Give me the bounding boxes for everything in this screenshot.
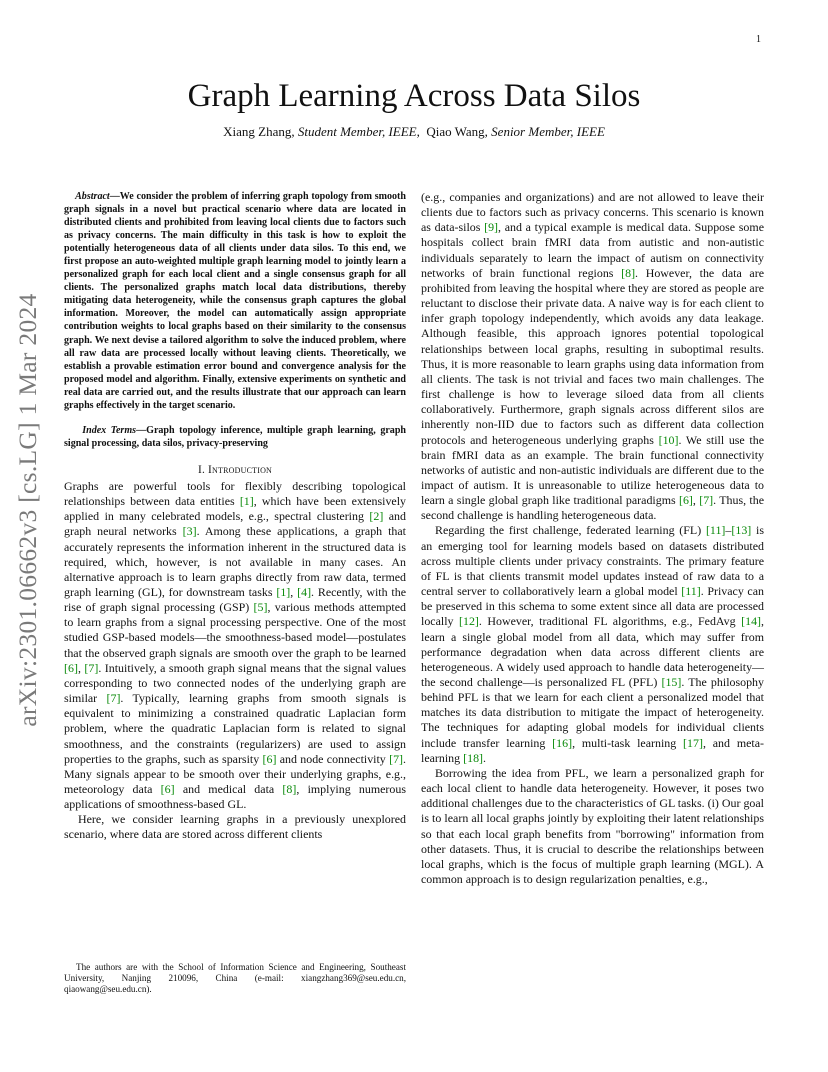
citation-link[interactable]: [ 2 ]: [369, 509, 383, 523]
citation-link[interactable]: [ 18 ]: [463, 751, 483, 765]
footnote: The authors are with the School of Information Science and Engineering, Southeast University, Nanjing 210096, China (e-mail: xiangzhang369@seu.edu.cn, qiaowang@seu.edu.cn).: [64, 962, 406, 995]
paragraph-text: . We still use the brain fMRI data as an example. The brain functional connectivity networks of autistic and non-autistic individuals are different due to the impact of autism. It is unreasonable to utilize heterogeneous data to learn a single global graph like traditional paradigms: [421, 432, 764, 508]
paragraph-text: is an emerging tool for learning models based on datasets distributed across multiple clients under privacy constraints. The primary feature of FL is that clients transmit model updates instead of raw data to a central server to collaboratively learn a global model: [421, 523, 764, 599]
citation-link[interactable]: [ 3 ]: [183, 524, 197, 538]
paragraph-text: Here, we consider learning graphs in a previously unexplored scenario, where data are stored across different clients: [64, 812, 406, 842]
citation-link[interactable]: [ 13 ]: [731, 523, 751, 537]
citation-link[interactable]: [ 12 ]: [459, 614, 479, 628]
paragraph-text: , various methods attempted to learn graphs from a signal processing perspective. One of the most studied GSP-based models—the smoothness-based model—postulates that the observed graph signals are smooth over the graph to be learned: [64, 600, 406, 660]
paper-title: Graph Learning Across Data Silos: [187, 78, 641, 114]
arxiv-stamp-text: arXiv:2301.06662v3 [cs.LG] 1 Mar 2024: [13, 293, 42, 727]
abstract-lead: Abstract: [75, 191, 110, 202]
citation-link[interactable]: [ 11 ]: [681, 584, 700, 598]
page-number: 1: [756, 34, 761, 45]
paragraph-text: . However, traditional FL algorithms, e.g., FedAvg: [478, 614, 742, 629]
paragraph-text: and node connectivity: [276, 751, 390, 766]
body-paragraph: [421, 523, 764, 766]
citation-link[interactable]: [ 7 ]: [389, 752, 403, 766]
section-heading: I. Introduction: [197, 463, 273, 476]
citation-link[interactable]: [ 1 ]: [276, 585, 290, 599]
citation-link[interactable]: [ 10 ]: [659, 433, 679, 447]
citation-link[interactable]: [ 4 ]: [297, 585, 311, 599]
paragraph-text: . Intuitively, a smooth graph signal means that the signal values corresponding to two connected nodes of the underlying graph are similar: [64, 660, 406, 706]
paragraph-text: Regarding the first challenge, federated learning (FL): [435, 523, 706, 538]
paragraph-text: . However, the data are prohibited from leaving the hospital where they are stored as people are reluctant to disclose their private data. A naive way is for each client to infer graph topology independently, which avoids any data leakage. Although feasible, this approach ignores potential topological relationships between local graphs, resulting in suboptimal results. Thus, it is more reasonable to learn graphs using data information from all clients. The task is not trivial and faces two main challenges. The first challenge is how to leverage siloed data from all clients collaboratively. Furthermore, graph signals across different silos are inherently non-IID due to factors such as different data collection protocols and heterogeneous underlying graphs: [421, 265, 764, 447]
paragraph-text: . Many signals appear to be smooth over their underlying graphs, e.g., meteorology data: [64, 751, 406, 797]
paragraph-text: and graph neural networks: [64, 509, 406, 539]
paragraph-text: (e.g., companies and organizations) and are not allowed to leave their clients due to factors such as privacy concerns. This scenario is known as data-silos: [421, 190, 764, 235]
paragraph-text: ,: [692, 493, 700, 508]
index-terms: [64, 424, 406, 450]
paragraph-text: , implying numerous applications of smoothness-based GL.: [64, 782, 406, 812]
citation-link[interactable]: [ 8 ]: [621, 266, 635, 280]
paragraph-text: and medical data: [174, 782, 283, 797]
body-paragraph: [421, 190, 764, 523]
paragraph-text: . Thus, the second challenge is handling heterogeneous data.: [421, 493, 764, 523]
body-paragraph: [64, 479, 406, 812]
paragraph-text: . Privacy can be preserved in this schema to some extent since all data are processed locally: [421, 584, 764, 629]
citation-link[interactable]: [ 6 ]: [64, 661, 78, 675]
left-column: [64, 190, 406, 843]
arxiv-stamp: [8, 290, 48, 730]
citation-link[interactable]: [ 15 ]: [661, 675, 681, 689]
paragraph-text: , and a typical example is medical data. Suppose some hospitals collect brain fMRI data from autistic and non-autistic individuals separately to learn the impact of autism on connectivity networks of brain functional regions: [421, 220, 764, 280]
abstract: [64, 190, 406, 412]
citation-link[interactable]: [ 7 ]: [84, 661, 98, 675]
paragraph-text: . Among these applications, a graph that accurately represents the information inherent in the structured data is required, which, however, is not available in many cases. An alternative approach is to learn graphs directly from raw data, termed graph learning (GL), for downstream tasks: [64, 524, 406, 599]
index-terms-text: —Graph topology inference, multiple graph learning, graph signal processing, data silos, privacy-preserving: [64, 424, 406, 449]
citation-link[interactable]: [ 14 ]: [741, 614, 761, 628]
index-terms-lead: Index Terms: [82, 424, 137, 436]
paragraph-text: –: [725, 523, 732, 538]
citation-link[interactable]: [ 6 ]: [161, 782, 175, 796]
paragraph-text: . Typically, learning graphs from smooth signals is equivalent to minimizing a constrained quadratic Laplacian form problem, where the quadratic Laplacian form is related to signal smoothness, and the constraints (regularizers) are used to assign properties to the graphs, such as sparsity: [64, 691, 406, 766]
paragraph-text: , which have been extensively applied in many celebrated models, e.g., spectral clustering: [64, 494, 407, 524]
citation-link[interactable]: [ 5 ]: [254, 600, 268, 614]
citation-link[interactable]: [ 1 ]: [240, 494, 254, 508]
citation-link[interactable]: [ 6 ]: [679, 493, 693, 507]
author-name: Qiao Wang,: [426, 124, 488, 139]
paragraph-text: , learn a single global model from all data, which may suffer from performance degradation when data across different clients are heterogeneous. A widely used approach to handle data heterogeneity—the second challenge—is personalized FL (PFL): [421, 614, 764, 689]
body-paragraph: [421, 766, 764, 887]
citation-link[interactable]: [ 9 ]: [484, 220, 498, 234]
paragraph-text: , multi-task learning: [572, 735, 684, 750]
right-body: [421, 190, 764, 887]
author-line: [0, 124, 828, 140]
paragraph-text: ,: [290, 584, 298, 599]
citation-link[interactable]: [ 7 ]: [106, 691, 120, 705]
citation-link[interactable]: [ 11 ]: [706, 523, 725, 537]
author-role: Senior Member, IEEE: [491, 124, 605, 139]
paragraph-text: .: [483, 750, 486, 765]
body-paragraph: [64, 812, 406, 842]
abstract-text: —We consider the problem of inferring graph topology from smooth graph signals in a novel but practical scenario where data are located in distributed clients and prohibited from leaving local clients due to factors such as privacy concerns. The main difficulty in this task is how to exploit the potentially heterogeneous data of all clients under data silos. To this end, we first propose an auto-weighted multiple graph learning model to jointly learn a personalized graph for each local client and a single consensus graph for all clients. The personalized graphs match local data distributions, thereby mitigating data heterogeneity, while the consensus graph captures the global information. Moreover, the model can automatically assign appropriate contribution weights to local graphs based on their similarity to the consensus graph. We next devise a tailored algorithm to solve the induced problem, where all raw data are processed locally without leaving clients. Theoretically, we establish a provable estimation error bound and convergence analysis for the proposed model and algorithm. Finally, extensive experiments on synthetic and real data are carried out, and the results illustrate that our approach can learn graphs effectively in the target scenario.: [64, 191, 406, 411]
paragraph-text: Graphs are powerful tools for flexibly describing topological relationships between data entities: [64, 478, 406, 509]
left-body: [64, 479, 406, 843]
paragraph-text: . Recently, with the rise of graph signal processing (GSP): [64, 584, 407, 615]
paragraph-text: . The philosophy behind PFL is that we learn for each client a personalized model that matches its data distribution to mitigate the impact of heterogeneity. The techniques for adapting global models for individual clients include transfer learning: [421, 675, 764, 750]
citation-link[interactable]: [ 8 ]: [282, 782, 296, 796]
citation-link[interactable]: [ 17 ]: [683, 736, 703, 750]
citation-link[interactable]: [ 6 ]: [262, 752, 276, 766]
paragraph-text: , and meta-learning: [421, 735, 764, 765]
citation-link[interactable]: [ 7 ]: [699, 493, 713, 507]
right-column: [421, 190, 764, 887]
paragraph-text: ,: [77, 660, 85, 675]
paragraph-text: Borrowing the idea from PFL, we learn a personalized graph for each local client to handle data heterogeneity. However, it poses two additional challenges due to the characteristics of GL tasks. (i) Our goal is to learn all local graphs jointly by exploiting their latent relationships so that each local graph benefits from "borrowing" information from other datasets. Thus, it is crucial to describe the relationships between local graphs, which is the focus of multiple graph learning (MGL). A common approach is to design regularization penalties, e.g.,: [421, 765, 764, 887]
citation-link[interactable]: [ 16 ]: [552, 736, 572, 750]
author-name: Xiang Zhang,: [223, 124, 295, 139]
author-role: Student Member, IEEE,: [297, 124, 420, 139]
